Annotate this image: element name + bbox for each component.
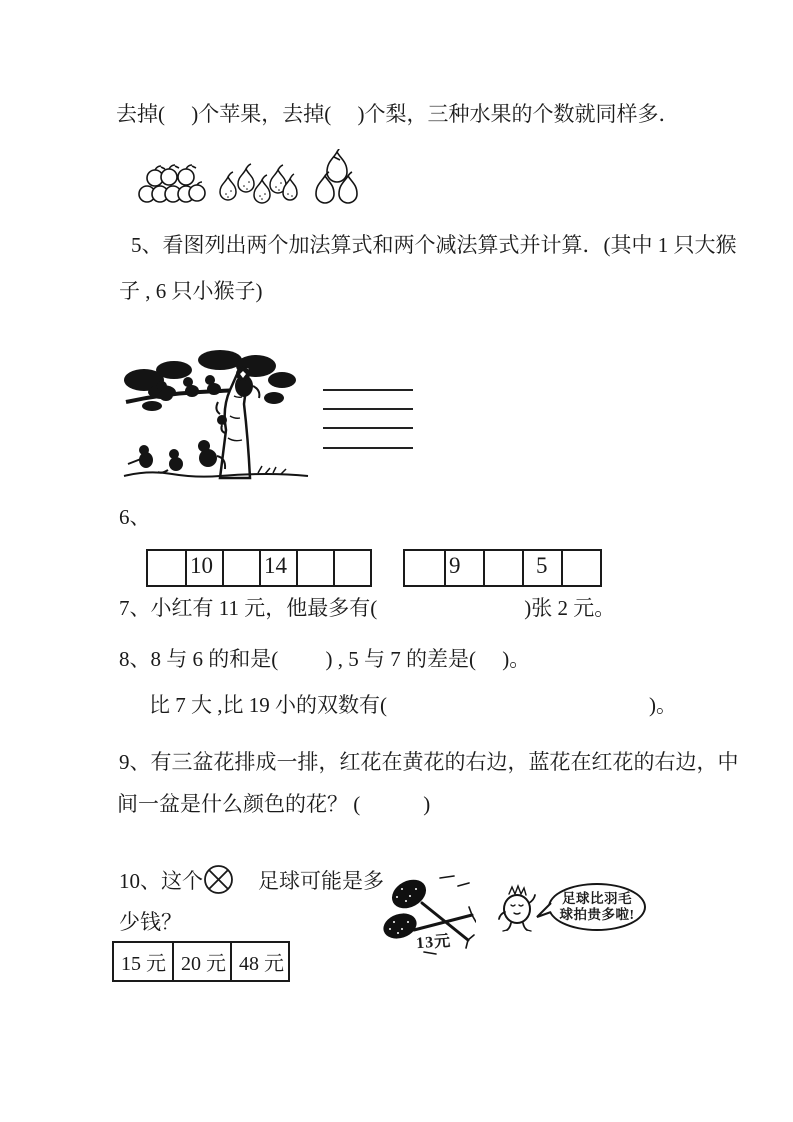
circle-cross-icon bbox=[203, 864, 234, 895]
table-cell bbox=[148, 551, 185, 585]
question-8-line2 bbox=[149, 691, 677, 719]
speech-bubble bbox=[548, 883, 646, 931]
monkey-scene-illustration bbox=[122, 346, 310, 482]
apples-icon bbox=[138, 164, 206, 206]
price-cell: 20 元 bbox=[172, 943, 230, 980]
answer-line bbox=[323, 447, 413, 449]
question-10-suffix: 足球可能是多 bbox=[258, 869, 384, 893]
pears-icon bbox=[216, 160, 300, 206]
question-8-line2-prefix: 比 7 大 ,比 19 小的双数有( bbox=[149, 693, 387, 717]
question-9-line1: 9、有三盆花排成一排，红花在黄花的右边，蓝花在红花的右边，中 bbox=[119, 750, 739, 774]
question-10-line2: 少钱？ bbox=[119, 910, 182, 934]
question-8-line1: 8、8 与 6 的和是( ) , 5 与 7 的差是( )。 bbox=[119, 647, 531, 671]
table-cell bbox=[333, 551, 370, 585]
speech-bubble-line1: 足球比羽毛 bbox=[562, 891, 632, 906]
number-sequence-table-1 bbox=[146, 549, 372, 587]
speech-bubble-tail bbox=[536, 901, 552, 923]
question-4-text: 去掉( )个苹果，去掉( )个梨，三种水果的个数就同样多． bbox=[116, 102, 680, 126]
mascot-character-icon bbox=[496, 884, 538, 934]
racket-price-label: 13元 bbox=[415, 932, 452, 953]
question-5-line2: 子 , 6 只小猴子) bbox=[119, 279, 263, 303]
table-cell: 10 bbox=[185, 551, 222, 585]
question-9-line2: 间一盆是什么颜色的花？ ( ) bbox=[117, 792, 431, 816]
speech-bubble-line2: 球拍贵多啦! bbox=[559, 907, 635, 922]
table-cell bbox=[296, 551, 333, 585]
question-6-label: 6、 bbox=[119, 505, 151, 529]
answer-line bbox=[323, 408, 413, 410]
question-7-text: 7、小红有 11 元，他最多有( )张 2 元。 bbox=[119, 596, 616, 620]
question-8-line2-suffix: )。 bbox=[649, 693, 677, 717]
question-10-prefix: 10、这个 bbox=[119, 869, 203, 893]
table-cell bbox=[561, 551, 600, 585]
answer-line bbox=[323, 427, 413, 429]
table-cell bbox=[405, 551, 444, 585]
number-sequence-table-2 bbox=[403, 549, 602, 587]
peaches-icon bbox=[312, 149, 362, 207]
answer-line bbox=[323, 389, 413, 391]
price-cell: 48 元 bbox=[230, 943, 288, 980]
question-10-line1 bbox=[119, 864, 384, 895]
question-5-line1: 5、看图列出两个加法算式和两个减法算式并计算．(其中 1 只大猴 bbox=[131, 233, 737, 257]
table-cell bbox=[483, 551, 522, 585]
price-cell: 15 元 bbox=[121, 953, 166, 975]
table-cell: 9 bbox=[444, 551, 483, 585]
table-cell: 5 bbox=[522, 551, 561, 585]
table-cell bbox=[222, 551, 259, 585]
table-cell: 14 bbox=[259, 551, 296, 585]
price-options-table bbox=[112, 941, 290, 982]
